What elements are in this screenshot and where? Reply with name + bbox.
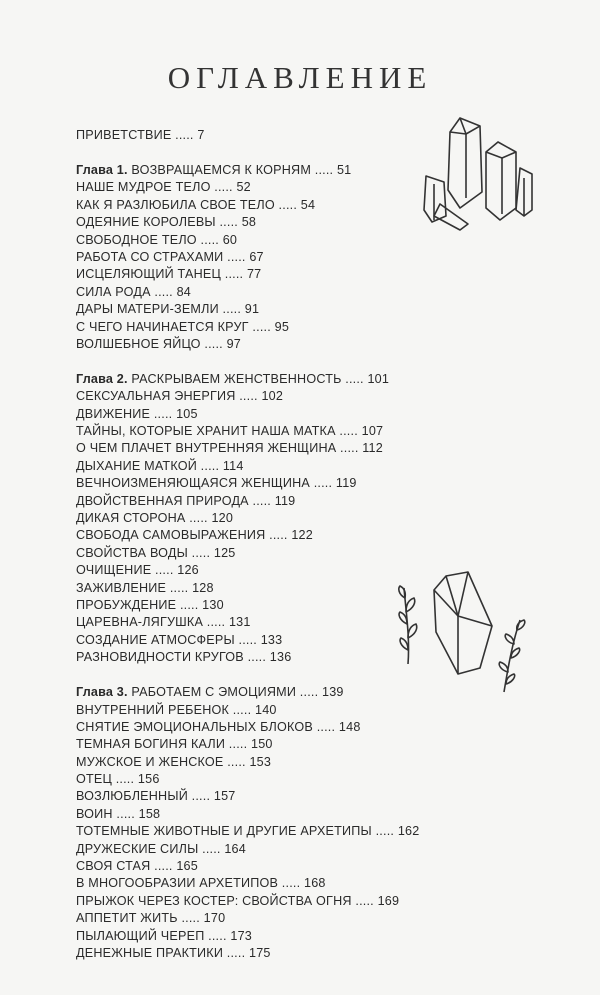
toc-leader-dots: ..... — [150, 406, 173, 421]
chapter-number: Глава 2. — [76, 371, 128, 386]
toc-entry[interactable] — [76, 945, 516, 962]
toc-entry-title: ДЕНЕЖНЫЕ ПРАКТИКИ — [76, 945, 224, 960]
toc-leader-dots: ..... — [313, 719, 336, 734]
toc-page-number: 67 — [249, 249, 264, 264]
toc-entry[interactable] — [76, 806, 516, 823]
toc-leader-dots: ..... — [187, 545, 211, 560]
toc-leader-dots: ..... — [204, 928, 227, 943]
toc-entry[interactable] — [76, 910, 516, 927]
toc-page-number: 77 — [246, 267, 262, 282]
toc-entry-title: С ЧЕГО НАЧИНАЕТСЯ КРУГ — [76, 319, 249, 334]
toc-entry-title: ДВИЖЕНИЕ — [76, 406, 151, 421]
toc-entry[interactable] — [76, 388, 516, 405]
toc-page-number: 97 — [226, 336, 242, 351]
toc-entry-title: ЗАЖИВЛЕНИЕ — [76, 580, 167, 595]
toc-page-number: 84 — [176, 284, 192, 299]
chapter-number: Глава 1. — [76, 162, 128, 177]
toc-leader-dots: ..... — [215, 215, 238, 230]
toc-page-number: 148 — [338, 719, 361, 734]
toc-leader-dots: ..... — [185, 511, 208, 525]
toc-entry[interactable] — [76, 440, 516, 457]
toc-spacer — [76, 353, 516, 371]
toc-page-number: 126 — [177, 563, 199, 578]
toc-leader-dots: ..... — [265, 528, 288, 543]
toc-entry[interactable] — [76, 788, 516, 805]
toc-entry-title: ИСЦЕЛЯЮЩИЙ ТАНЕЦ — [76, 267, 222, 282]
toc-entry-title: ЦАРЕВНА-ЛЯГУШКА — [76, 615, 204, 630]
toc-leader-dots: ..... — [198, 841, 221, 856]
toc-entry-title: НАШЕ МУДРОЕ ТЕЛО — [76, 180, 211, 195]
toc-page-number: 139 — [322, 685, 344, 700]
toc-entry-title: О ЧЕМ ПЛАЧЕТ ВНУТРЕННЯЯ ЖЕНЩИНА — [76, 441, 337, 456]
toc-page-number: 131 — [228, 615, 251, 630]
toc-leader-dots: ..... — [166, 580, 189, 595]
toc-page-number: 102 — [261, 389, 284, 404]
toc-entry-title: ПРЫЖОК ЧЕРЕЗ КОСТЕР: СВОЙСТВА ОГНЯ — [76, 893, 352, 908]
toc-entry[interactable] — [76, 423, 516, 440]
toc-page-number: 58 — [241, 215, 257, 230]
toc-entry-title: СОЗДАНИЕ АТМОСФЕРЫ — [76, 632, 235, 647]
toc-leader-dots: ..... — [311, 162, 334, 177]
toc-page-number: 95 — [274, 319, 290, 334]
toc-page-number: 52 — [236, 180, 251, 195]
toc-page-number: 140 — [254, 702, 277, 717]
toc-leader-dots: ..... — [200, 336, 223, 351]
toc-page-number: 169 — [377, 893, 400, 908]
toc-leader-dots: ..... — [248, 319, 271, 334]
toc-page-number: 165 — [176, 859, 198, 874]
toc-page-number: 119 — [335, 476, 357, 491]
toc-entry-title: ОТЕЦ — [76, 772, 113, 787]
chapter-number: Глава 3. — [76, 685, 128, 700]
toc-entry[interactable] — [76, 893, 516, 910]
toc-leader-dots: ..... — [229, 702, 252, 717]
toc-page-number: 157 — [213, 789, 236, 804]
toc-entry[interactable] — [76, 319, 516, 336]
toc-entry-title: СИЛА РОДА — [76, 284, 151, 299]
toc-leader-dots: ..... — [151, 563, 174, 578]
toc-entry-title: ПРОБУЖДЕНИЕ — [76, 597, 177, 612]
toc-entry-title: ДАРЫ МАТЕРИ-ЗЕМЛИ — [76, 302, 219, 317]
toc-page-number: 133 — [260, 632, 283, 647]
toc-leader-dots: ..... — [335, 424, 358, 439]
toc-entry-title: ДЫХАНИЕ МАТКОЙ — [76, 458, 197, 473]
toc-page-number: 153 — [249, 754, 272, 769]
toc-entry-title: ПРИВЕТСТВИЕ — [76, 128, 172, 142]
toc-leader-dots: ..... — [223, 249, 246, 264]
toc-entry[interactable] — [76, 266, 516, 283]
toc-entry-title: ДВОЙСТВЕННАЯ ПРИРОДА — [76, 493, 249, 508]
toc-leader-dots: ..... — [310, 476, 333, 491]
toc-entry[interactable] — [76, 841, 516, 858]
toc-page-number: 112 — [362, 441, 383, 456]
toc-entry[interactable] — [76, 875, 516, 892]
toc-leader-dots: ..... — [371, 824, 395, 839]
toc-entry-title: ВНУТРЕННИЙ РЕБЕНОК — [76, 702, 230, 717]
toc-chapter-entry[interactable] — [76, 371, 516, 388]
toc-page-number: 51 — [336, 162, 352, 177]
toc-entry[interactable] — [76, 284, 516, 301]
toc-page-number: 125 — [213, 545, 236, 560]
toc-page-number: 156 — [137, 772, 160, 787]
toc-leader-dots: ..... — [112, 806, 135, 821]
toc-entry-title: ВОЛШЕБНОЕ ЯЙЦО — [76, 336, 201, 351]
toc-leader-dots: ..... — [150, 284, 173, 299]
toc-entry-title: ТОТЕМНЫЕ ЖИВОТНЫЕ И ДРУГИЕ АРХЕТИПЫ — [76, 824, 372, 839]
toc-page-number: 119 — [274, 493, 296, 508]
toc-entry-title: РАСКРЫВАЕМ ЖЕНСТВЕННОСТЬ — [131, 371, 342, 386]
toc-leader-dots: ..... — [210, 180, 233, 195]
toc-entry-title: РАБОТА СО СТРАХАМИ — [76, 249, 224, 264]
toc-entry-title: ТАЙНЫ, КОТОРЫЕ ХРАНИТ НАША МАТКА — [76, 424, 336, 439]
toc-page-number: 158 — [138, 806, 161, 821]
toc-page-number: 101 — [367, 371, 390, 386]
toc-leader-dots: ..... — [235, 389, 258, 404]
toc-entry[interactable] — [76, 858, 516, 875]
toc-entry-title: ВОЗЛЮБЛЕННЫЙ — [76, 789, 188, 804]
toc-entry[interactable] — [76, 336, 516, 353]
toc-entry-title: ОДЕЯНИЕ КОРОЛЕВЫ — [76, 215, 216, 230]
toc-entry-title: РАЗНОВИДНОСТИ КРУГОВ — [76, 650, 244, 665]
toc-leader-dots: ..... — [223, 754, 246, 769]
toc-entry[interactable] — [76, 719, 516, 736]
toc-entry-title: ПЫЛАЮЩИЙ ЧЕРЕП — [76, 928, 205, 943]
toc-entry[interactable] — [76, 301, 516, 318]
toc-entry[interactable] — [76, 493, 516, 510]
toc-entry-title: В МНОГООБРАЗИИ АРХЕТИПОВ — [76, 876, 279, 891]
toc-entry[interactable] — [76, 545, 516, 562]
table-of-contents — [76, 127, 516, 962]
toc-leader-dots: ..... — [203, 615, 226, 630]
crystal-with-sprigs-icon — [396, 568, 536, 701]
toc-entry-title: СВОЙСТВА ВОДЫ — [76, 545, 188, 560]
toc-entry-title: МУЖСКОЕ И ЖЕНСКОЕ — [76, 754, 224, 769]
toc-entry-title: ВЕЧНОИЗМЕНЯЮЩАЯСЯ ЖЕНЩИНА — [76, 476, 311, 491]
toc-entry[interactable] — [76, 771, 516, 788]
toc-leader-dots: ..... — [243, 650, 267, 665]
toc-entry-title: СНЯТИЕ ЭМОЦИОНАЛЬНЫХ БЛОКОВ — [76, 719, 313, 734]
toc-page-number: 7 — [197, 128, 205, 142]
toc-entry[interactable] — [76, 458, 516, 475]
toc-entry-title: СВОЯ СТАЯ — [76, 859, 151, 874]
toc-entry-title: ДРУЖЕСКИЕ СИЛЫ — [76, 841, 199, 856]
toc-entry-title: ДИКАЯ СТОРОНА — [76, 511, 186, 525]
toc-leader-dots: ..... — [274, 197, 298, 212]
toc-page-number: 114 — [222, 458, 244, 473]
page-title: ОГЛАВЛЕНИЕ — [167, 60, 433, 95]
toc-page-number: 128 — [192, 580, 214, 595]
toc-leader-dots: ..... — [150, 859, 173, 874]
toc-leader-dots: ..... — [176, 597, 199, 612]
toc-entry[interactable] — [76, 510, 516, 527]
toc-leader-dots: ..... — [351, 893, 374, 908]
toc-page-number: 175 — [248, 945, 271, 960]
toc-page-number: 122 — [291, 528, 313, 543]
toc-entry-title: РАБОТАЕМ С ЭМОЦИЯМИ — [131, 685, 297, 700]
toc-entry[interactable] — [76, 754, 516, 771]
toc-leader-dots: ..... — [221, 267, 244, 282]
toc-entry[interactable] — [76, 823, 516, 840]
toc-entry[interactable] — [76, 928, 516, 945]
toc-page-number: 150 — [251, 737, 273, 752]
toc-leader-dots: ..... — [225, 737, 248, 752]
toc-entry-title: КАК Я РАЗЛЮБИЛА СВОЕ ТЕЛО — [76, 197, 275, 212]
toc-page-number: 164 — [224, 841, 246, 856]
toc-leader-dots: ..... — [196, 232, 219, 247]
toc-leader-dots: ..... — [223, 945, 246, 960]
toc-page-number: 168 — [304, 876, 326, 891]
toc-entry[interactable] — [76, 736, 516, 753]
toc-leader-dots: ..... — [218, 302, 242, 317]
toc-leader-dots: ..... — [234, 632, 258, 647]
toc-entry-title: СВОБОДА САМОВЫРАЖЕНИЯ — [76, 528, 266, 543]
toc-entry-title: АППЕТИТ ЖИТЬ — [76, 911, 178, 926]
toc-page-number: 91 — [244, 302, 260, 317]
toc-entry[interactable] — [76, 702, 516, 719]
toc-page-number: 170 — [203, 911, 226, 926]
toc-leader-dots: ..... — [296, 685, 319, 700]
toc-page-number: 60 — [222, 232, 238, 247]
toc-entry-title: ВОЗВРАЩАЕМСЯ К КОРНЯМ — [131, 162, 312, 177]
toc-entry-title: ВОИН — [76, 806, 113, 821]
toc-leader-dots: ..... — [336, 441, 359, 456]
toc-page-number: 120 — [211, 511, 234, 525]
toc-leader-dots: ..... — [196, 458, 220, 473]
toc-leader-dots: ..... — [248, 493, 271, 508]
toc-entry[interactable] — [76, 527, 516, 544]
crystal-cluster-icon — [420, 112, 535, 239]
toc-page-number: 173 — [230, 928, 252, 943]
toc-leader-dots: ..... — [112, 772, 135, 787]
toc-entry[interactable] — [76, 475, 516, 492]
toc-entry-title: ТЕМНАЯ БОГИНЯ КАЛИ — [76, 737, 226, 752]
toc-entry[interactable] — [76, 406, 516, 423]
toc-page-number: 136 — [269, 650, 292, 665]
toc-page-number: 162 — [397, 824, 420, 839]
toc-page-number: 105 — [176, 406, 198, 421]
toc-page-number: 54 — [300, 197, 316, 212]
toc-entry-title: СЕКСУАЛЬНАЯ ЭНЕРГИЯ — [76, 389, 236, 404]
toc-entry-title: ОЧИЩЕНИЕ — [76, 563, 152, 578]
toc-leader-dots: ..... — [171, 128, 194, 142]
toc-leader-dots: ..... — [278, 876, 301, 891]
toc-leader-dots: ..... — [187, 789, 211, 804]
toc-entry[interactable] — [76, 249, 516, 266]
toc-leader-dots: ..... — [341, 371, 364, 386]
toc-entry-title: СВОБОДНОЕ ТЕЛО — [76, 232, 197, 247]
toc-page-number: 107 — [361, 424, 384, 439]
toc-page-number: 130 — [202, 597, 224, 612]
toc-leader-dots: ..... — [177, 911, 200, 926]
